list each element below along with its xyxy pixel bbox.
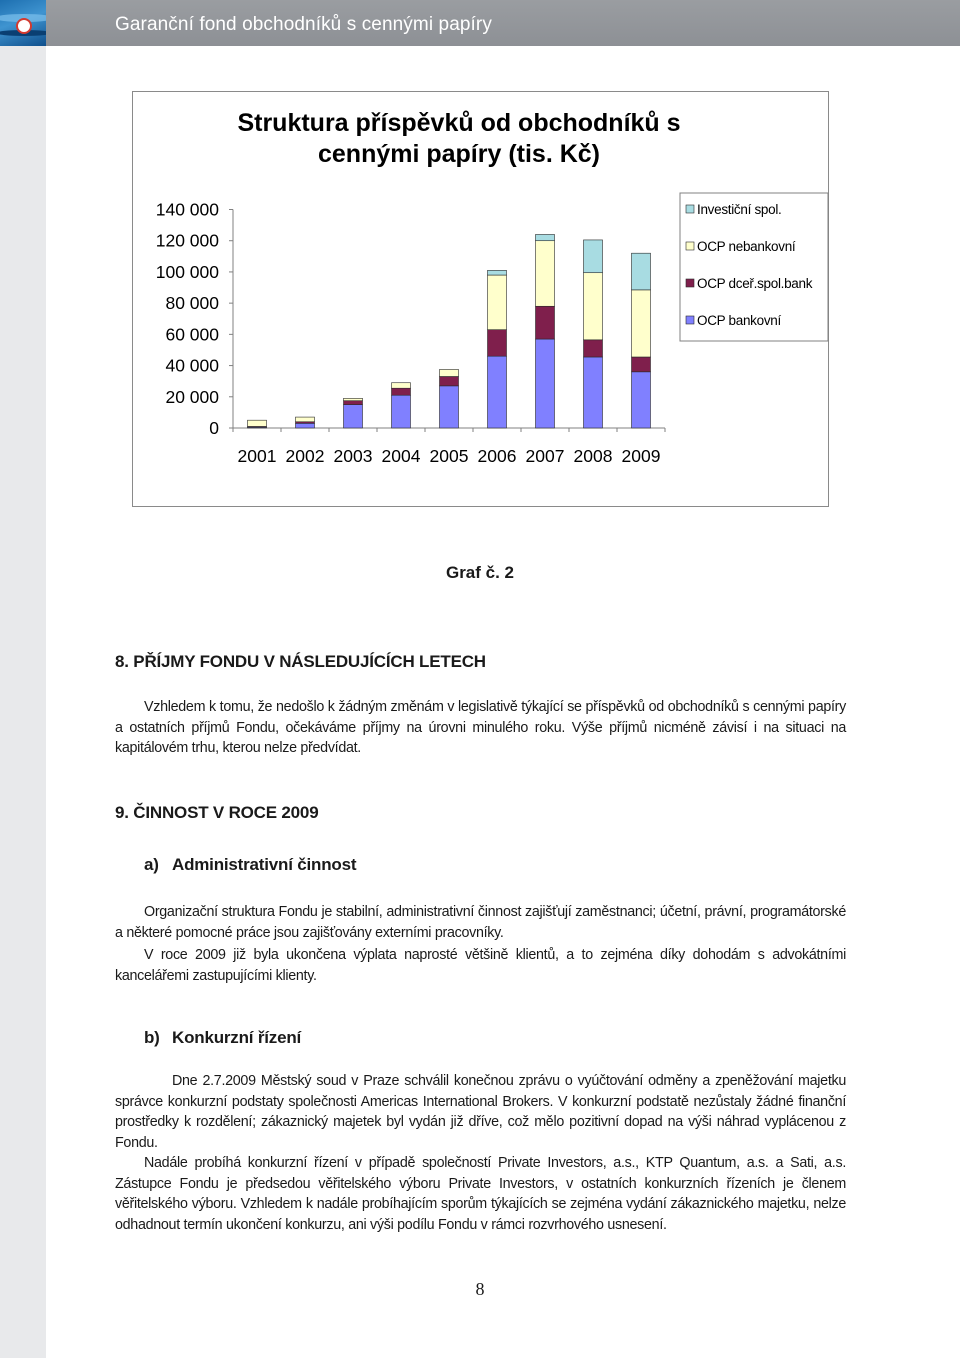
bar-segment <box>632 357 651 372</box>
bar-segment <box>632 372 651 428</box>
section-8-text <box>115 697 846 759</box>
x-tick-label: 2001 <box>237 446 277 466</box>
bar-segment <box>536 234 555 240</box>
bar-segment <box>632 253 651 290</box>
subsection-a-heading <box>144 855 356 875</box>
legend-label: OCP dceř.spol.bank <box>697 276 813 291</box>
bar-segment <box>248 420 267 426</box>
subsection-a-title: Administrativní činnost <box>172 855 357 874</box>
bar-segment <box>584 240 603 273</box>
y-tick-label: 120 000 <box>155 230 219 251</box>
left-margin-strip <box>0 0 46 1358</box>
y-tick-label: 20 000 <box>165 386 219 407</box>
bar-segment <box>296 417 315 422</box>
bar-segment <box>488 270 507 275</box>
section-8-heading: 8. PŘÍJMY FONDU V NÁSLEDUJÍCÍCH LETECH <box>115 652 486 671</box>
legend-swatch <box>686 316 694 324</box>
x-tick-label: 2009 <box>621 446 661 466</box>
subsection-b-mark: b) <box>144 1028 160 1047</box>
subsection-b-title: Konkurzní řízení <box>172 1028 302 1047</box>
bar-segment <box>536 339 555 428</box>
bar-segment <box>488 356 507 428</box>
legend-swatch <box>686 279 694 287</box>
chart-caption: Graf č. 2 <box>445 563 515 582</box>
chart-frame <box>132 91 829 507</box>
legend-swatch <box>686 242 694 250</box>
bar-segment <box>488 330 507 357</box>
stacked-bar-chart <box>133 92 830 508</box>
bar-segment <box>440 386 459 428</box>
x-tick-label: 2003 <box>333 446 373 466</box>
subsection-b-paragraph-1: Dne 2.7.2009 Městský soud v Praze schválil konečnou zprávu o vyúčtování odměny a zpeněžování majetku správce konkurzní podstaty společnosti Americas International Brokers. V konkurzní podstatě nezůstaly žádné finanční prostředky k rozdělení; zákaznický majetek byl vydán již dříve, což mělo pozitivní dopad na výši náhrad vyplácenou z Fondu. <box>115 1073 846 1151</box>
section-8-paragraph: Vzhledem k tomu, že nedošlo k žádným změnám v legislativě týkající se příspěvků od obchodníků s cennými papíry a ostatních příjmů Fondu, očekáváme příjmy na úrovni minulého roku. Výše příjmů nicméně závisí i na situaci na kapitálovém trhu, kterou nelze předvídat. <box>115 699 846 756</box>
y-tick-label: 100 000 <box>155 261 219 282</box>
legend-label: Investiční spol. <box>697 202 782 217</box>
page-number: 8 <box>475 1279 485 1299</box>
bar-segment <box>344 398 363 400</box>
legend-label: OCP bankovní <box>697 313 781 328</box>
bar-segment <box>296 423 315 428</box>
bar-segment <box>440 376 459 385</box>
x-tick-label: 2006 <box>477 446 517 466</box>
y-tick-label: 0 <box>209 418 219 438</box>
bar-segment <box>632 290 651 357</box>
bar-segment <box>344 401 363 405</box>
legend-label: OCP nebankovní <box>697 239 796 254</box>
x-tick-label: 2005 <box>429 446 469 466</box>
x-tick-label: 2002 <box>285 446 325 466</box>
bar-segment <box>536 241 555 307</box>
x-tick-label: 2008 <box>573 446 613 466</box>
subsection-a-paragraph-2: V roce 2009 již byla ukončena výplata naprosté většině klientů, a to zejména díky dohodám s advokátními kancelářemi zastupujícími klienty. <box>115 947 846 984</box>
y-tick-label: 40 000 <box>165 355 219 376</box>
legend-swatch <box>686 205 694 213</box>
subsection-a-text <box>115 902 846 986</box>
y-tick-label: 80 000 <box>165 293 219 314</box>
bar-segment <box>584 273 603 340</box>
section-9-heading: 9. ČINNOST V ROCE 2009 <box>115 803 319 822</box>
chart-title-line: cennými papíry (tis. Kč) <box>317 140 601 168</box>
y-tick-label: 60 000 <box>165 324 219 345</box>
fund-logo-icon <box>0 0 46 46</box>
bar-segment <box>584 357 603 428</box>
y-tick-label: 140 000 <box>155 199 219 220</box>
subsection-b-paragraph-2: Nadále probíhá konkurzní řízení v případě společností Private Investors, a.s., KTP Quantum, a.s. a Sati, a.s. Zástupce Fondu je předsedou věřitelského výboru Private Investors, v ostatních konkurzních řízeních je členem věřitelského výboru. Vzhledem k nadále probíhajícím sporům týkajících se zejména vydání zákaznického majetku, nelze odhadnout termín ukončení konkurzu, ani výši podílu Fondu v rámci rozvrhového usnesení. <box>115 1155 846 1233</box>
bar-segment <box>344 405 363 428</box>
subsection-a-paragraph-1: Organizační struktura Fondu je stabilní, administrativní činnost zajišťují zaměstnanci; účetní, právní, programátorské a některé pomocné práce jsou zajišťovány externími pracovníky. <box>115 904 846 941</box>
x-tick-label: 2007 <box>525 446 565 466</box>
bar-segment <box>392 388 411 395</box>
bar-segment <box>488 275 507 330</box>
bar-segment <box>392 395 411 428</box>
bar-segment <box>440 369 459 376</box>
subsection-a-mark: a) <box>144 855 159 874</box>
bar-segment <box>392 383 411 388</box>
header-title: Garanční fond obchodníků s cennými papíry <box>115 14 492 35</box>
subsection-b-text <box>115 1071 846 1235</box>
subsection-b-heading <box>144 1028 301 1048</box>
bar-segment <box>536 306 555 339</box>
bar-segment <box>584 340 603 357</box>
chart-title-line: Struktura příspěvků od obchodníků s <box>237 109 681 137</box>
x-tick-label: 2004 <box>381 446 421 466</box>
